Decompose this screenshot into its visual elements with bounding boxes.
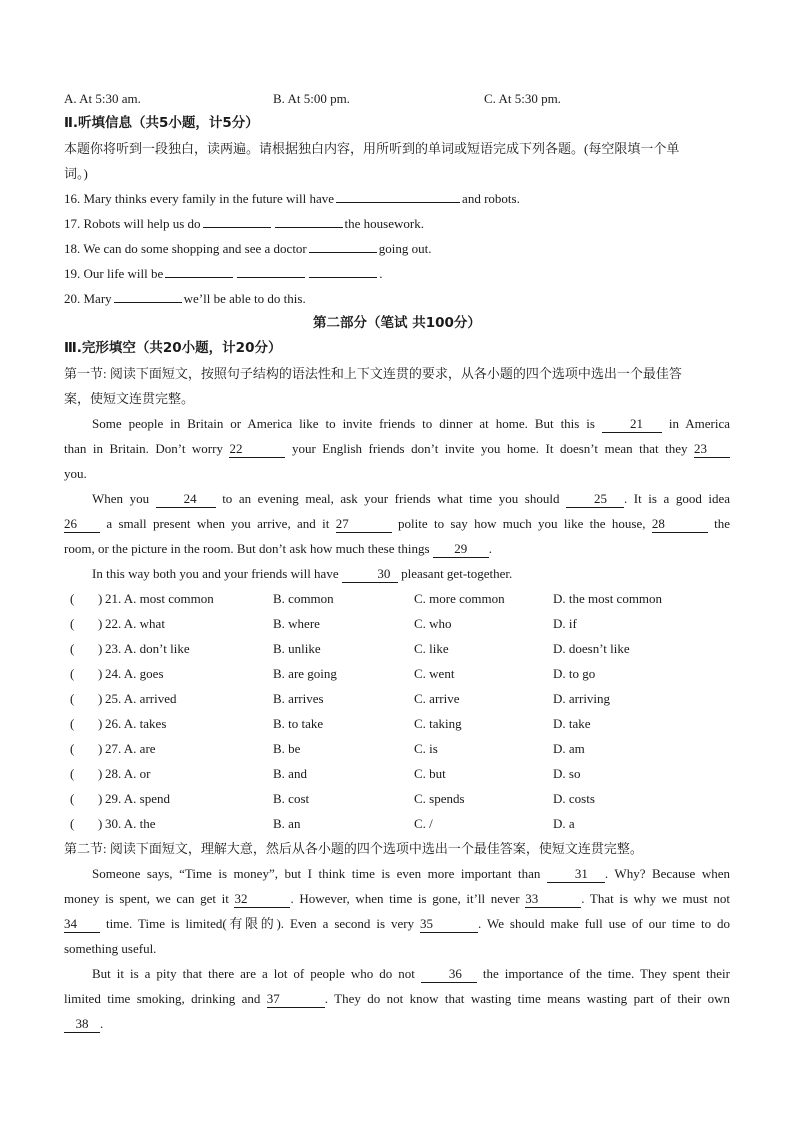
option-a[interactable]: 29. A. spend [105,791,170,806]
blank-24[interactable]: 24 [156,490,216,508]
answer-blank[interactable] [309,263,377,278]
blank-21[interactable]: 21 [602,415,662,433]
answer-blank[interactable] [237,263,305,278]
passage2-line7: 38 . [64,1011,730,1036]
answer-blank[interactable] [165,263,233,278]
mc-row: ( ) 23. A. don’t like B. unlike C. like D. doesn’t like [64,636,730,661]
option-d[interactable]: D. a [553,816,575,831]
option-a[interactable]: 28. A. or [105,766,151,781]
blank-34[interactable]: 34 [64,915,100,933]
mc-row: ( ) 26. A. takes B. to take C. taking D. take [64,711,730,736]
option-d[interactable]: D. arriving [553,691,611,706]
mc-row: ( ) 22. A. what B. where C. who D. if [64,611,730,636]
section2-title: Ⅱ.听填信息（共5小题，计5分） [64,115,259,131]
option-b[interactable]: B. common [273,591,334,606]
section2-instruction-line1: 本题你将听到一段独白，读两遍。请根据独白内容，用所听到的单词或短语完成下列各题。(每空限填一个单 [64,141,680,156]
section3-title: Ⅲ.完形填空（共20小题，计20分） [64,340,282,356]
question-19: 19. Our life will be . [64,261,730,286]
mc-row: ( ) 21. A. most common B. common C. more common D. the most common [64,586,730,611]
blank-29[interactable]: 29 [433,540,489,558]
option-c[interactable]: C. like [414,641,449,656]
option-a[interactable]: 26. A. takes [105,716,167,731]
section3-part2-instruction: 第二节: 阅读下面短文，理解大意，然后从各小题的四个选项中选出一个最佳答案，使短文连贯完整。 [64,841,643,856]
question-20: 20. Mary we’ll be able to do this. [64,286,730,311]
passage1-line1: Some people in Britain or America like to invite friends to dinner at home. But this is 21 in America [92,416,730,431]
passage1-line6: room, or the picture in the room. But don’t ask how much these things 29 . [64,541,493,556]
passage2-line2: money is spent, we can get it 32 . However, when time is gone, it’ll never 33 . That is why we must not [64,891,731,906]
option-b[interactable]: B. where [273,616,320,631]
option-b[interactable]: B. be [273,741,301,756]
mc-row: ( ) 27. A. are B. be C. is D. am [64,736,730,761]
option-c[interactable]: C. spends [414,791,465,806]
option-a[interactable]: 25. A. arrived [105,691,177,706]
option-a[interactable]: 27. A. are [105,741,156,756]
option-d[interactable]: D. to go [553,666,596,681]
option-c[interactable]: C. more common [414,591,505,606]
passage1-line2: than in Britain. Don’t worry 22 your English friends don’t invite you home. It doesn’t mean that they 23 [64,436,730,461]
passage2-line4: something useful. [64,941,157,956]
blank-36[interactable]: 36 [421,965,477,983]
answer-blank[interactable] [203,213,271,228]
option-a[interactable]: 24. A. goes [105,666,164,681]
option-d[interactable]: D. am [553,741,585,756]
blank-33[interactable]: 33 [525,890,581,908]
q15-option-c[interactable]: C. At 5:30 pm. [484,91,561,106]
passage2-line6: limited time smoking, drinking and 37 . They do not know that wasting time means wasting part of their own [64,991,730,1006]
passage1-line5: 26 a small present when you arrive, and it 27 polite to say how much you like the house, 28 the [64,516,731,531]
option-d[interactable]: D. the most common [553,591,663,606]
answer-blank[interactable] [275,213,343,228]
blank-31[interactable]: 31 [547,865,605,883]
answer-blank[interactable] [336,188,460,203]
blank-26[interactable]: 26 [64,515,100,533]
blank-35[interactable]: 35 [420,915,478,933]
option-c[interactable]: C. / [414,816,433,831]
blank-23[interactable]: 23 [694,440,730,458]
option-b[interactable]: B. to take [273,716,324,731]
option-c[interactable]: C. who [414,616,452,631]
blank-28[interactable]: 28 [652,515,708,533]
option-d[interactable]: D. costs [553,791,595,806]
q15-options-row [64,86,730,111]
option-c[interactable]: C. is [414,741,438,756]
mc-list [64,586,730,836]
mc-row: ( ) 24. A. goes B. are going C. went D. to go [64,661,730,686]
answer-blank[interactable] [114,288,182,303]
option-a[interactable]: 22. A. what [105,616,165,631]
option-d[interactable]: D. if [553,616,577,631]
mc-row: ( ) 25. A. arrived B. arrives C. arrive D. arriving [64,686,730,711]
mc-row: ( ) 29. A. spend B. cost C. spends D. costs [64,786,730,811]
question-17: 17. Robots will help us do the housework. [64,211,730,236]
passage1-line7: In this way both you and your friends will have 30 pleasant get-together. [92,566,513,581]
mc-row: ( ) 28. A. or B. and C. but D. so [64,761,730,786]
passage2-line3: 34 time. Time is limited(有限的). Even a second is very 35 . We should make full use of our time to do [64,916,731,931]
exam-page [64,86,730,1036]
blank-37[interactable]: 37 [267,990,325,1008]
option-b[interactable]: B. an [273,816,301,831]
option-d[interactable]: D. doesn’t like [553,641,630,656]
answer-blank[interactable] [309,238,377,253]
option-c[interactable]: C. went [414,666,455,681]
passage2-line5: But it is a pity that there are a lot of people who do not 36 the importance of the time. They spent their [92,966,731,981]
option-a[interactable]: 23. A. don’t like [105,641,190,656]
passage2-line1: Someone says, “Time is money”, but I think time is even more important than 31 . Why? Because when [92,866,730,881]
option-d[interactable]: D. so [553,766,581,781]
option-c[interactable]: C. arrive [414,691,460,706]
option-b[interactable]: B. and [273,766,307,781]
blank-27[interactable]: 27 [336,515,392,533]
option-c[interactable]: C. taking [414,716,462,731]
blank-22[interactable]: 22 [229,440,285,458]
q15-option-a[interactable]: A. At 5:30 am. [64,91,141,106]
option-b[interactable]: B. are going [273,666,337,681]
section2-instruction-line2: 词。) [64,166,88,181]
blank-30[interactable]: 30 [342,565,398,583]
blank-25[interactable]: 25 [566,490,624,508]
q15-option-b[interactable]: B. At 5:00 pm. [273,91,350,106]
question-18: 18. We can do some shopping and see a doctor going out. [64,236,730,261]
blank-32[interactable]: 32 [234,890,290,908]
question-16: 16. Mary thinks every family in the future will have and robots. [64,186,730,211]
section3-part1-instruction-line1: 第一节: 阅读下面短文，按照句子结构的语法性和上下文连贯的要求，从各小题的四个选项中选出一个最佳答 [64,366,682,381]
option-a[interactable]: 21. A. most common [105,591,214,606]
passage1-line4: When you 24 to an evening meal, ask your friends what time you should 25 . It is a good idea [92,491,731,506]
part2-title: 第二部分（笔试 共100分） [313,315,481,331]
option-b[interactable]: B. arrives [273,691,324,706]
blank-38[interactable]: 38 [64,1015,100,1033]
passage1-line3: you. [64,466,87,481]
section3-part1-instruction-line2: 案，使短文连贯完整。 [64,391,195,406]
option-b[interactable]: B. cost [273,791,310,806]
mc-row: ( ) 30. A. the B. an C. / D. a [64,811,730,836]
option-b[interactable]: B. unlike [273,641,321,656]
option-d[interactable]: D. take [553,716,591,731]
option-a[interactable]: 30. A. the [105,816,156,831]
option-c[interactable]: C. but [414,766,446,781]
